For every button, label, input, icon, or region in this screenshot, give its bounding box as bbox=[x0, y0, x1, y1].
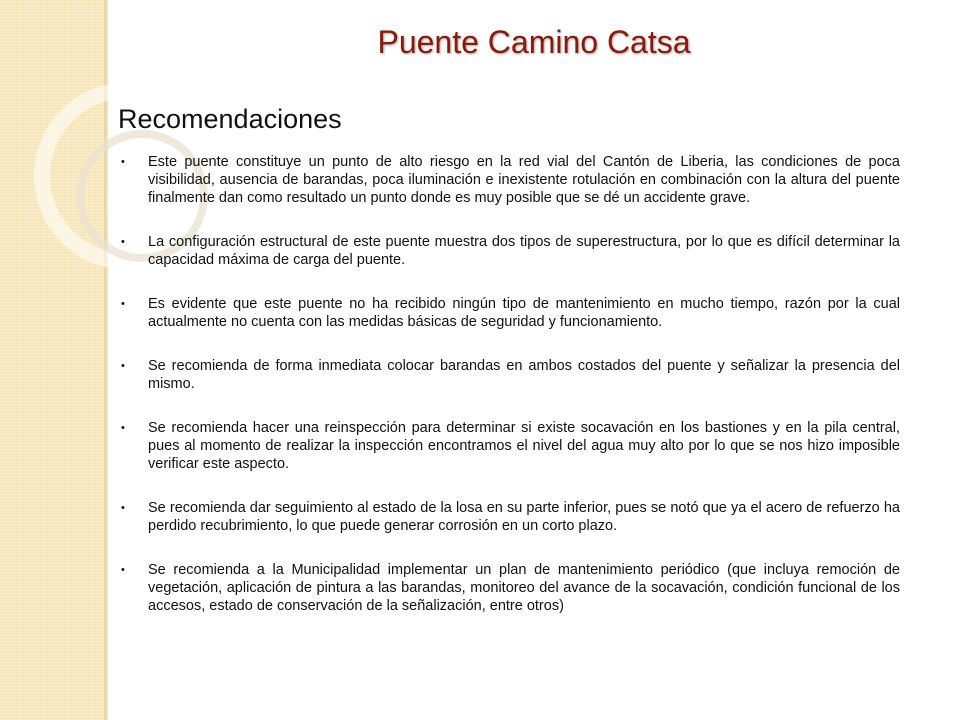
slide-title: Puente Camino Catsa bbox=[377, 24, 691, 60]
bullet-icon: • bbox=[121, 360, 125, 372]
bullet-icon: • bbox=[121, 298, 125, 310]
bullet-text: Se recomienda hacer una reinspección para determinar si existe socavación en los bastiones y en la pila central, pues al momento de realizar la inspección encontramos el nivel del agua muy alto por lo que se nos hizo imposible verificar este aspecto. bbox=[148, 420, 900, 472]
bullet-text: Se recomienda a la Municipalidad implementar un plan de mantenimiento periódico (que incluya remoción de vegetación, aplicación de pintura a las barandas, monitoreo del avance de la socavación, condición funcional de los accesos, estado de conservación de la señalización, entre otros) bbox=[148, 562, 900, 614]
list-item bbox=[118, 419, 900, 473]
bullet-text: Es evidente que este puente no ha recibido ningún tipo de mantenimiento en mucho tiempo, razón por la cual actualmente no cuenta con las medidas básicas de seguridad y funcionamiento. bbox=[148, 296, 900, 330]
list-item bbox=[118, 561, 900, 615]
bullet-icon: • bbox=[121, 564, 125, 576]
bullet-text: Se recomienda de forma inmediata colocar barandas en ambos costados del puente y señalizar la presencia del mismo. bbox=[148, 358, 900, 392]
list-item bbox=[118, 153, 900, 207]
list-item bbox=[118, 499, 900, 535]
list-item bbox=[118, 233, 900, 269]
bullet-text: Este puente constituye un punto de alto riesgo en la red vial del Cantón de Liberia, las condiciones de poca visibilidad, ausencia de barandas, poca iluminación e inexistente rotulación en combinación con la altura del puente finalmente dan como resultado un punto donde es muy posible que se dé un accidente grave. bbox=[148, 154, 900, 206]
recommendations-list bbox=[118, 153, 900, 615]
bullet-icon: • bbox=[121, 422, 125, 434]
bullet-icon: • bbox=[121, 502, 125, 514]
bullet-icon: • bbox=[121, 236, 125, 248]
bullet-text: Se recomienda dar seguimiento al estado de la losa en su parte inferior, pues se notó que ya el acero de refuerzo ha perdido recubrimiento, lo que puede generar corrosión en un corto plazo. bbox=[148, 500, 900, 534]
slide-subtitle: Recomendaciones bbox=[118, 104, 342, 134]
list-item bbox=[118, 357, 900, 393]
bullet-icon: • bbox=[121, 156, 125, 168]
bullet-text: La configuración estructural de este puente muestra dos tipos de superestructura, por lo que es difícil determinar la capacidad máxima de carga del puente. bbox=[148, 234, 900, 268]
list-item bbox=[118, 295, 900, 331]
